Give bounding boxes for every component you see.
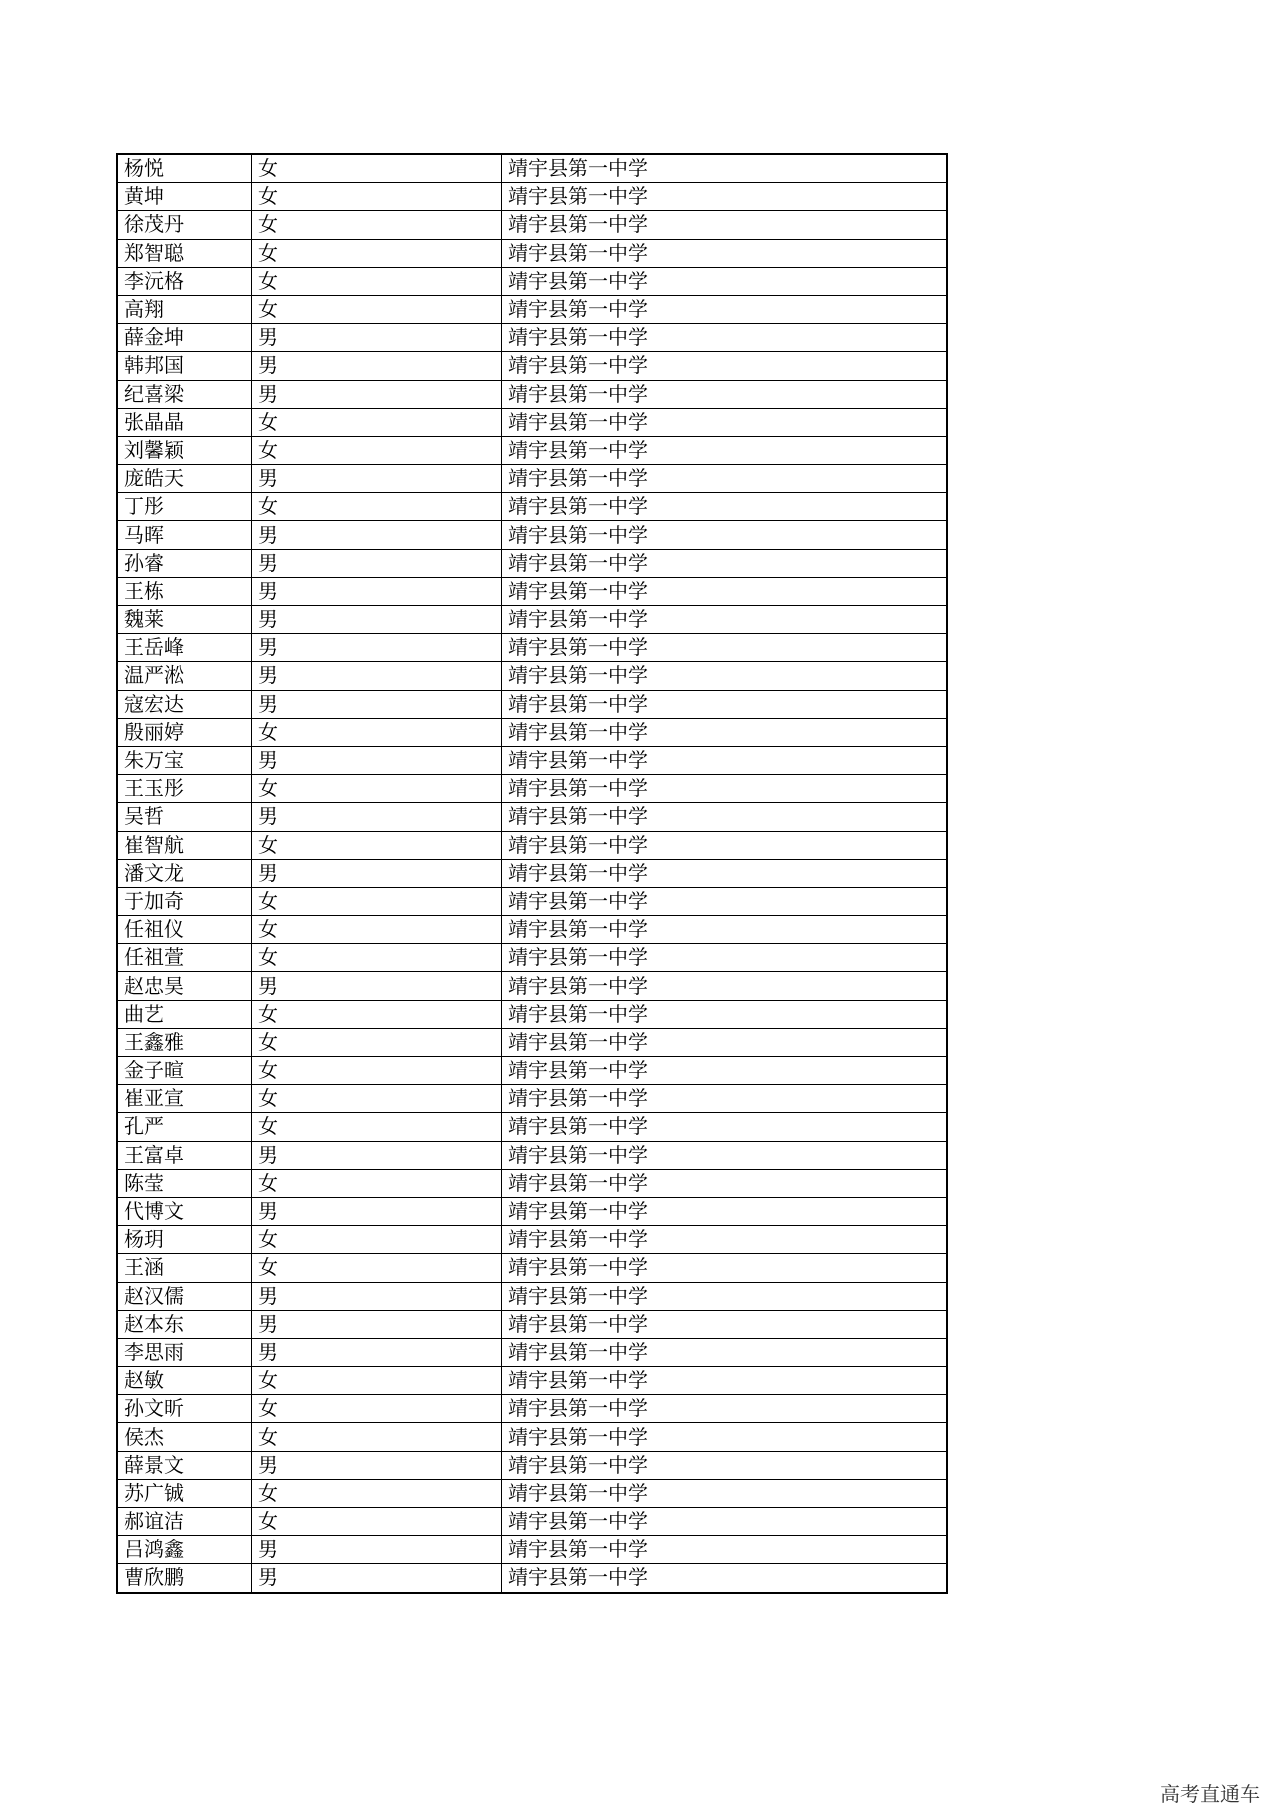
gender-cell: 女 (252, 1113, 502, 1141)
gender-cell: 男 (252, 803, 502, 831)
table-row (117, 690, 947, 718)
name-cell: 杨悦 (117, 154, 252, 183)
name-cell: 薛金坤 (117, 324, 252, 352)
name-cell: 任祖萱 (117, 944, 252, 972)
school-cell: 靖宇县第一中学 (502, 1451, 948, 1479)
table-row (117, 1057, 947, 1085)
name-cell: 魏莱 (117, 606, 252, 634)
name-cell: 侯杰 (117, 1423, 252, 1451)
gender-cell: 男 (252, 549, 502, 577)
gender-cell: 女 (252, 408, 502, 436)
gender-cell: 女 (252, 1423, 502, 1451)
school-cell: 靖宇县第一中学 (502, 972, 948, 1000)
table-row (117, 1479, 947, 1507)
table-row (117, 1310, 947, 1338)
name-cell: 李沅格 (117, 267, 252, 295)
name-cell: 代博文 (117, 1197, 252, 1225)
table-row (117, 1028, 947, 1056)
name-cell: 王涵 (117, 1254, 252, 1282)
gender-cell: 女 (252, 1479, 502, 1507)
roster-body (117, 154, 947, 1593)
school-cell: 靖宇县第一中学 (502, 916, 948, 944)
gender-cell: 女 (252, 1226, 502, 1254)
school-cell: 靖宇县第一中学 (502, 1057, 948, 1085)
school-cell: 靖宇县第一中学 (502, 436, 948, 464)
school-cell: 靖宇县第一中学 (502, 183, 948, 211)
table-row (117, 493, 947, 521)
school-cell: 靖宇县第一中学 (502, 154, 948, 183)
gender-cell: 女 (252, 1057, 502, 1085)
name-cell: 寇宏达 (117, 690, 252, 718)
gender-cell: 女 (252, 436, 502, 464)
name-cell: 赵本东 (117, 1310, 252, 1338)
table-row (117, 887, 947, 915)
school-cell: 靖宇县第一中学 (502, 662, 948, 690)
school-cell: 靖宇县第一中学 (502, 606, 948, 634)
table-row (117, 746, 947, 774)
school-cell: 靖宇县第一中学 (502, 465, 948, 493)
table-row (117, 1536, 947, 1564)
name-cell: 庞皓天 (117, 465, 252, 493)
gender-cell: 女 (252, 1395, 502, 1423)
school-cell: 靖宇县第一中学 (502, 1564, 948, 1593)
school-cell: 靖宇县第一中学 (502, 239, 948, 267)
name-cell: 王富卓 (117, 1141, 252, 1169)
name-cell: 马晖 (117, 521, 252, 549)
name-cell: 郝谊洁 (117, 1508, 252, 1536)
gender-cell: 女 (252, 493, 502, 521)
table-row (117, 634, 947, 662)
gender-cell: 男 (252, 1451, 502, 1479)
name-cell: 崔亚宣 (117, 1085, 252, 1113)
name-cell: 陈莹 (117, 1169, 252, 1197)
name-cell: 黄坤 (117, 183, 252, 211)
gender-cell: 男 (252, 1310, 502, 1338)
name-cell: 孔严 (117, 1113, 252, 1141)
name-cell: 徐茂丹 (117, 211, 252, 239)
name-cell: 潘文龙 (117, 859, 252, 887)
table-row (117, 1085, 947, 1113)
school-cell: 靖宇县第一中学 (502, 352, 948, 380)
school-cell: 靖宇县第一中学 (502, 944, 948, 972)
school-cell: 靖宇县第一中学 (502, 211, 948, 239)
gender-cell: 女 (252, 1085, 502, 1113)
gender-cell: 女 (252, 1000, 502, 1028)
table-row (117, 1254, 947, 1282)
name-cell: 纪喜梁 (117, 380, 252, 408)
school-cell: 靖宇县第一中学 (502, 1508, 948, 1536)
table-row (117, 295, 947, 323)
table-row (117, 211, 947, 239)
school-cell: 靖宇县第一中学 (502, 1536, 948, 1564)
gender-cell: 男 (252, 690, 502, 718)
name-cell: 赵汉儒 (117, 1282, 252, 1310)
gender-cell: 女 (252, 154, 502, 183)
gender-cell: 女 (252, 1367, 502, 1395)
school-cell: 靖宇县第一中学 (502, 267, 948, 295)
gender-cell: 女 (252, 211, 502, 239)
table-row (117, 1282, 947, 1310)
name-cell: 刘馨颖 (117, 436, 252, 464)
name-cell: 韩邦国 (117, 352, 252, 380)
table-row (117, 859, 947, 887)
school-cell: 靖宇县第一中学 (502, 577, 948, 605)
name-cell: 赵敏 (117, 1367, 252, 1395)
gender-cell: 男 (252, 746, 502, 774)
name-cell: 杨玥 (117, 1226, 252, 1254)
gender-cell: 男 (252, 1282, 502, 1310)
table-row (117, 1000, 947, 1028)
school-cell: 靖宇县第一中学 (502, 634, 948, 662)
name-cell: 赵忠昊 (117, 972, 252, 1000)
table-row (117, 1113, 947, 1141)
gender-cell: 男 (252, 634, 502, 662)
school-cell: 靖宇县第一中学 (502, 1367, 948, 1395)
table-row (117, 521, 947, 549)
school-cell: 靖宇县第一中学 (502, 1169, 948, 1197)
name-cell: 王鑫雅 (117, 1028, 252, 1056)
gender-cell: 男 (252, 1536, 502, 1564)
name-cell: 王栋 (117, 577, 252, 605)
table-row (117, 324, 947, 352)
table-row (117, 944, 947, 972)
table-row (117, 803, 947, 831)
school-cell: 靖宇县第一中学 (502, 1197, 948, 1225)
table-row (117, 662, 947, 690)
gender-cell: 女 (252, 1254, 502, 1282)
school-cell: 靖宇县第一中学 (502, 775, 948, 803)
name-cell: 薛景文 (117, 1451, 252, 1479)
school-cell: 靖宇县第一中学 (502, 1254, 948, 1282)
table-row (117, 577, 947, 605)
table-row (117, 1508, 947, 1536)
gender-cell: 男 (252, 1564, 502, 1593)
name-cell: 曹欣鹏 (117, 1564, 252, 1593)
table-row (117, 1451, 947, 1479)
gender-cell: 男 (252, 972, 502, 1000)
table-row (117, 916, 947, 944)
school-cell: 靖宇县第一中学 (502, 380, 948, 408)
school-cell: 靖宇县第一中学 (502, 746, 948, 774)
school-cell: 靖宇县第一中学 (502, 1141, 948, 1169)
school-cell: 靖宇县第一中学 (502, 718, 948, 746)
table-row (117, 1141, 947, 1169)
name-cell: 苏广铖 (117, 1479, 252, 1507)
name-cell: 吕鸿鑫 (117, 1536, 252, 1564)
table-row (117, 1197, 947, 1225)
name-cell: 金子暄 (117, 1057, 252, 1085)
table-row (117, 436, 947, 464)
gender-cell: 男 (252, 859, 502, 887)
name-cell: 孙文昕 (117, 1395, 252, 1423)
name-cell: 崔智航 (117, 831, 252, 859)
name-cell: 孙睿 (117, 549, 252, 577)
table-row (117, 775, 947, 803)
name-cell: 王玉彤 (117, 775, 252, 803)
student-roster-table (116, 153, 948, 1594)
table-row (117, 183, 947, 211)
gender-cell: 男 (252, 606, 502, 634)
table-row (117, 267, 947, 295)
name-cell: 张晶晶 (117, 408, 252, 436)
table-row (117, 239, 947, 267)
school-cell: 靖宇县第一中学 (502, 324, 948, 352)
school-cell: 靖宇县第一中学 (502, 1028, 948, 1056)
gender-cell: 女 (252, 295, 502, 323)
gender-cell: 男 (252, 577, 502, 605)
gender-cell: 女 (252, 239, 502, 267)
gender-cell: 女 (252, 944, 502, 972)
name-cell: 于加奇 (117, 887, 252, 915)
gender-cell: 男 (252, 324, 502, 352)
school-cell: 靖宇县第一中学 (502, 831, 948, 859)
school-cell: 靖宇县第一中学 (502, 1479, 948, 1507)
school-cell: 靖宇县第一中学 (502, 1282, 948, 1310)
school-cell: 靖宇县第一中学 (502, 521, 948, 549)
name-cell: 曲艺 (117, 1000, 252, 1028)
gender-cell: 男 (252, 465, 502, 493)
school-cell: 靖宇县第一中学 (502, 408, 948, 436)
gender-cell: 女 (252, 775, 502, 803)
name-cell: 丁彤 (117, 493, 252, 521)
school-cell: 靖宇县第一中学 (502, 1113, 948, 1141)
name-cell: 李思雨 (117, 1338, 252, 1366)
name-cell: 任祖仪 (117, 916, 252, 944)
table-row (117, 549, 947, 577)
gender-cell: 女 (252, 887, 502, 915)
gender-cell: 女 (252, 1028, 502, 1056)
name-cell: 郑智聪 (117, 239, 252, 267)
school-cell: 靖宇县第一中学 (502, 1310, 948, 1338)
table-row (117, 606, 947, 634)
name-cell: 王岳峰 (117, 634, 252, 662)
gender-cell: 男 (252, 380, 502, 408)
school-cell: 靖宇县第一中学 (502, 295, 948, 323)
gender-cell: 女 (252, 267, 502, 295)
school-cell: 靖宇县第一中学 (502, 803, 948, 831)
name-cell: 高翔 (117, 295, 252, 323)
school-cell: 靖宇县第一中学 (502, 549, 948, 577)
table-row (117, 352, 947, 380)
gender-cell: 男 (252, 1141, 502, 1169)
gender-cell: 男 (252, 1338, 502, 1366)
table-row (117, 718, 947, 746)
table-row (117, 1564, 947, 1593)
school-cell: 靖宇县第一中学 (502, 1423, 948, 1451)
school-cell: 靖宇县第一中学 (502, 1085, 948, 1113)
table-row (117, 1367, 947, 1395)
gender-cell: 女 (252, 1169, 502, 1197)
gender-cell: 男 (252, 521, 502, 549)
school-cell: 靖宇县第一中学 (502, 1226, 948, 1254)
gender-cell: 女 (252, 916, 502, 944)
school-cell: 靖宇县第一中学 (502, 1338, 948, 1366)
school-cell: 靖宇县第一中学 (502, 887, 948, 915)
table-row (117, 380, 947, 408)
table-row (117, 1226, 947, 1254)
table-row (117, 465, 947, 493)
school-cell: 靖宇县第一中学 (502, 1395, 948, 1423)
table-row (117, 831, 947, 859)
gender-cell: 男 (252, 662, 502, 690)
table-row (117, 972, 947, 1000)
name-cell: 吴哲 (117, 803, 252, 831)
table-row (117, 1423, 947, 1451)
name-cell: 朱万宝 (117, 746, 252, 774)
table-row (117, 408, 947, 436)
school-cell: 靖宇县第一中学 (502, 1000, 948, 1028)
name-cell: 温严淞 (117, 662, 252, 690)
table-row (117, 1395, 947, 1423)
name-cell: 殷丽婷 (117, 718, 252, 746)
gender-cell: 男 (252, 1197, 502, 1225)
gender-cell: 女 (252, 831, 502, 859)
school-cell: 靖宇县第一中学 (502, 859, 948, 887)
gender-cell: 女 (252, 183, 502, 211)
table-row (117, 1169, 947, 1197)
school-cell: 靖宇县第一中学 (502, 690, 948, 718)
gender-cell: 男 (252, 352, 502, 380)
gender-cell: 女 (252, 718, 502, 746)
watermark: 高考直通车 (1160, 1782, 1260, 1806)
table-row (117, 1338, 947, 1366)
school-cell: 靖宇县第一中学 (502, 493, 948, 521)
table-row (117, 154, 947, 183)
gender-cell: 女 (252, 1508, 502, 1536)
